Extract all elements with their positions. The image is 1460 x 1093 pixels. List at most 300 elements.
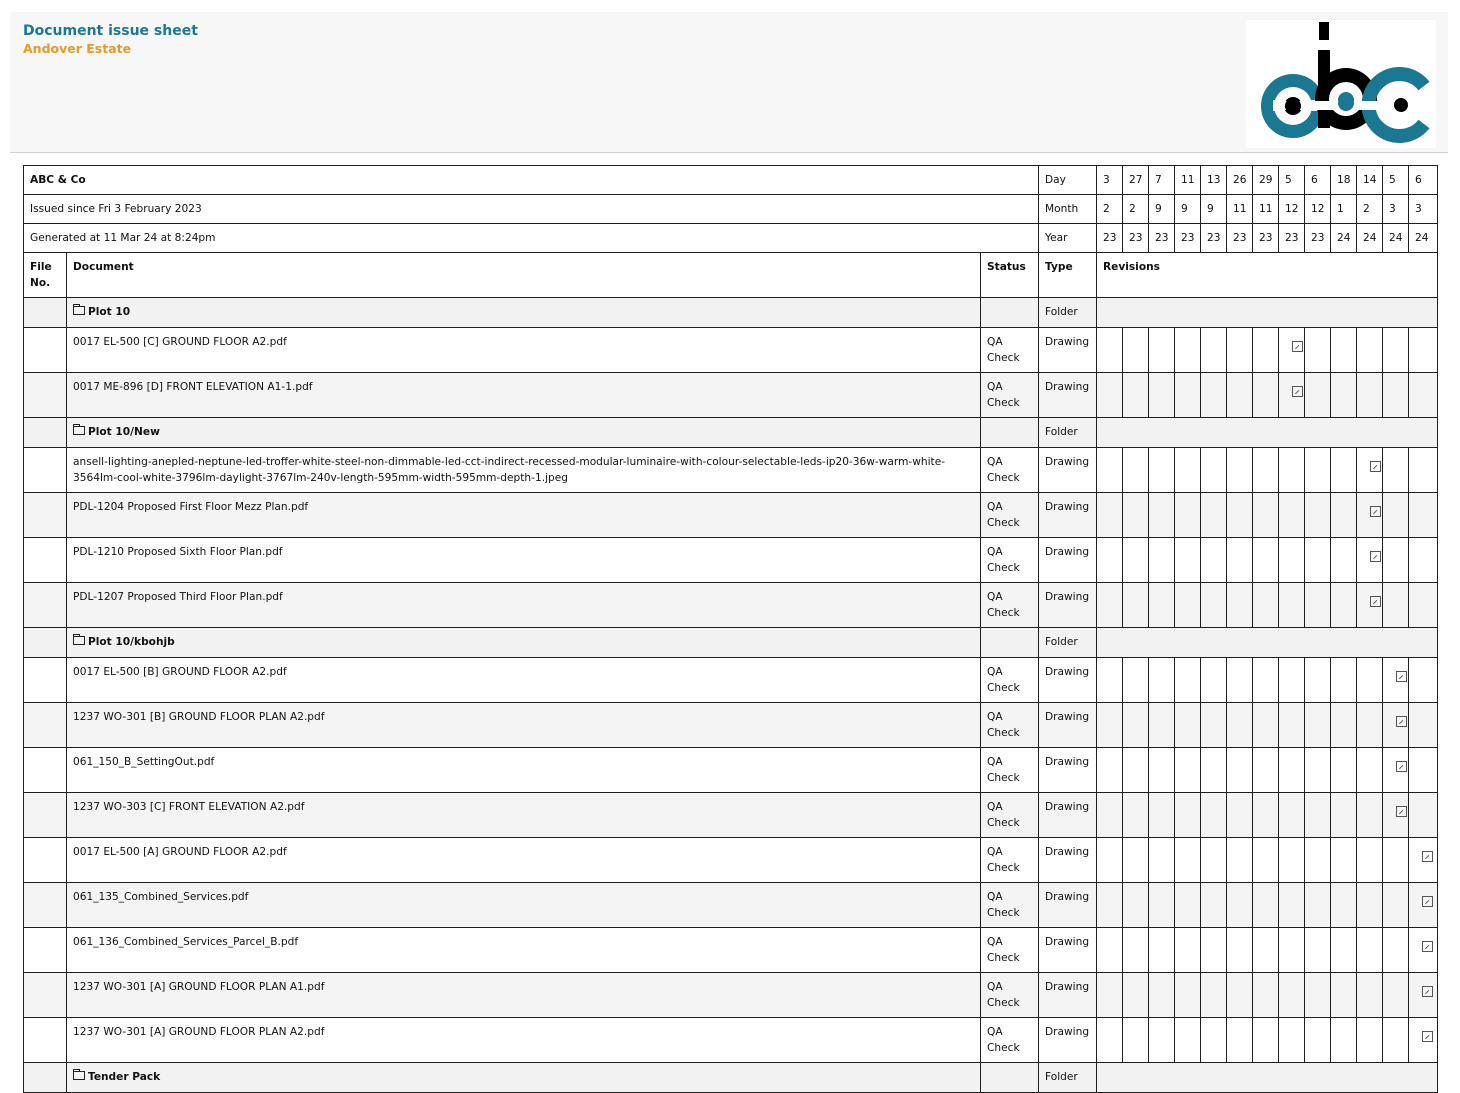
year-cell: 23 [1305,224,1331,253]
company-logo [1246,20,1436,148]
document-name[interactable]: 0017 EL-500 [C] GROUND FLOOR A2.pdf [67,328,981,373]
file-no-cell [24,328,67,373]
revision-cell [1279,748,1305,793]
revision-cell [1305,448,1331,493]
revision-cell [1279,538,1305,583]
revision-cell [1253,748,1279,793]
type-cell: Drawing [1039,658,1097,703]
revision-cell [1383,538,1409,583]
folder-row [24,298,1438,328]
revision-cell [1331,748,1357,793]
issued-check-icon [1370,506,1381,517]
year-cell: 24 [1409,224,1438,253]
revision-cell [1097,328,1123,373]
type-cell: Folder [1039,298,1097,328]
year-cell: 23 [1123,224,1149,253]
revision-cell[interactable] [1409,838,1438,883]
year-cell: 23 [1279,224,1305,253]
revision-cell [1201,793,1227,838]
revision-cell [1253,493,1279,538]
folder-row [24,418,1438,448]
type-cell: Drawing [1039,538,1097,583]
folder-name: Plot 10/kbohjb [88,636,175,648]
revision-cell [1227,328,1253,373]
revision-cell [1149,973,1175,1018]
revision-cell [1253,583,1279,628]
revision-cell [1279,793,1305,838]
revision-cell [1305,373,1331,418]
type-header: Type [1039,253,1097,298]
type-cell: Folder [1039,418,1097,448]
document-issue-table [23,165,1438,1093]
revision-cell [1097,538,1123,583]
revision-cell [1227,703,1253,748]
revision-cell [1227,928,1253,973]
revision-cell [1149,883,1175,928]
status-cell: QA Check [981,658,1039,703]
revision-cell[interactable] [1409,973,1438,1018]
revision-cell [1149,583,1175,628]
folder-name-cell[interactable] [67,628,981,658]
revision-cell [1357,838,1383,883]
revision-cell [1123,973,1149,1018]
revision-cell [1175,493,1201,538]
day-cell: 27 [1123,166,1149,195]
revision-cell [1409,328,1438,373]
revision-cell [1305,793,1331,838]
revision-cell [1383,838,1409,883]
folder-name: Plot 10/New [88,426,160,438]
revision-cell [1331,493,1357,538]
status-cell: QA Check [981,493,1039,538]
revision-cell [1253,838,1279,883]
revision-cell [1149,448,1175,493]
revision-cell [1331,838,1357,883]
folder-icon [73,306,85,315]
document-name[interactable]: 061_136_Combined_Services_Parcel_B.pdf [67,928,981,973]
revision-cell [1279,493,1305,538]
revision-cell [1305,703,1331,748]
type-cell: Drawing [1039,928,1097,973]
month-cell: 9 [1149,195,1175,224]
folder-name-cell[interactable] [67,1063,981,1093]
revision-cell [1331,883,1357,928]
revisions-cell [1097,298,1438,328]
revision-cell [1305,838,1331,883]
revision-cell [1175,448,1201,493]
revision-cell [1227,373,1253,418]
document-name[interactable]: 0017 EL-500 [B] GROUND FLOOR A2.pdf [67,658,981,703]
revision-cell[interactable] [1357,538,1383,583]
folder-name-cell[interactable] [67,298,981,328]
file-no-cell [24,298,67,328]
document-row [24,538,1438,583]
revision-cell [1201,748,1227,793]
document-name[interactable]: 061_150_B_SettingOut.pdf [67,748,981,793]
revision-cell[interactable] [1279,373,1305,418]
file-no-cell [24,1018,67,1063]
revision-cell[interactable] [1383,703,1409,748]
document-name[interactable]: 061_135_Combined_Services.pdf [67,883,981,928]
issued-check-icon [1422,941,1433,952]
revision-cell [1383,448,1409,493]
revision-cell [1227,538,1253,583]
issued-check-icon [1422,986,1433,997]
meta-row-issued [24,195,1438,224]
revision-cell [1357,1018,1383,1063]
revision-cell[interactable] [1409,883,1438,928]
company-name: ABC & Co [24,166,1039,195]
revision-cell [1149,793,1175,838]
revision-cell [1149,928,1175,973]
status-cell [981,418,1039,448]
folder-row [24,628,1438,658]
revision-cell [1279,928,1305,973]
folder-name: Tender Pack [88,1071,161,1083]
revision-cell[interactable] [1409,1018,1438,1063]
type-cell: Drawing [1039,493,1097,538]
revision-cell [1409,373,1438,418]
revision-cell [1175,583,1201,628]
revision-cell [1409,493,1438,538]
revision-cell[interactable] [1383,793,1409,838]
folder-icon [73,426,85,435]
status-cell [981,1063,1039,1093]
revision-cell [1175,703,1201,748]
month-cell: 11 [1253,195,1279,224]
day-cell: 6 [1409,166,1438,195]
revision-cell [1305,493,1331,538]
revision-cell [1201,928,1227,973]
document-name[interactable]: 0017 ME-896 [D] FRONT ELEVATION A1-1.pdf [67,373,981,418]
document-row [24,973,1438,1018]
folder-icon [73,636,85,645]
status-cell [981,628,1039,658]
revision-cell [1253,973,1279,1018]
revision-cell[interactable] [1409,928,1438,973]
revision-cell [1253,793,1279,838]
file-no-cell [24,448,67,493]
month-label: Month [1039,195,1097,224]
file-no-cell [24,928,67,973]
revision-cell [1409,748,1438,793]
status-cell: QA Check [981,373,1039,418]
revision-cell [1149,838,1175,883]
revision-cell [1201,883,1227,928]
revision-cell [1175,748,1201,793]
type-cell: Drawing [1039,583,1097,628]
document-name[interactable]: ansell-lighting-anepled-neptune-led-troffer-white-steel-non-dimmable-led-cct-indirect-recessed-modular-luminaire-with-colour-selectable-leds-ip20-36w-warm-white-3564lm-cool-white-3796lm-daylight-3767lm-240v-length-595mm-width-595mm-depth-1.jpeg [67,448,981,493]
revision-cell [1305,658,1331,703]
file-no-cell [24,748,67,793]
file-no-cell [24,703,67,748]
day-cell: 11 [1175,166,1201,195]
file-no-cell [24,418,67,448]
file-no-cell [24,628,67,658]
revision-cell[interactable] [1357,583,1383,628]
revision-cell [1175,373,1201,418]
revision-cell [1331,1018,1357,1063]
document-row [24,448,1438,493]
status-cell: QA Check [981,928,1039,973]
file-no-cell [24,973,67,1018]
revision-cell [1357,703,1383,748]
revision-cell [1123,793,1149,838]
revision-cell [1097,583,1123,628]
revision-cell [1279,883,1305,928]
revision-cell [1097,928,1123,973]
revision-cell [1357,793,1383,838]
revision-cell [1383,373,1409,418]
revision-cell [1279,448,1305,493]
year-cell: 23 [1149,224,1175,253]
revision-cell [1383,583,1409,628]
document-row [24,793,1438,838]
revision-cell [1175,1018,1201,1063]
type-cell: Drawing [1039,373,1097,418]
year-cell: 23 [1201,224,1227,253]
status-cell: QA Check [981,883,1039,928]
revision-cell [1253,1018,1279,1063]
issued-check-icon [1396,716,1407,727]
revision-cell [1409,583,1438,628]
revision-cell [1279,838,1305,883]
revision-cell [1201,583,1227,628]
revision-cell[interactable] [1279,328,1305,373]
type-cell: Drawing [1039,883,1097,928]
revision-cell [1253,328,1279,373]
type-cell: Drawing [1039,703,1097,748]
revision-cell [1383,928,1409,973]
revision-cell [1123,328,1149,373]
revision-cell [1175,658,1201,703]
revision-cell [1227,748,1253,793]
revision-cell [1149,658,1175,703]
document-row [24,883,1438,928]
status-cell: QA Check [981,703,1039,748]
revision-cell [1227,838,1253,883]
file-no-cell [24,583,67,628]
revision-cell [1331,658,1357,703]
revision-cell [1201,1018,1227,1063]
revision-cell [1331,328,1357,373]
revision-cell [1305,973,1331,1018]
folder-icon [73,1071,85,1080]
revision-cell [1253,448,1279,493]
file-no-cell [24,538,67,583]
revision-cell [1123,1018,1149,1063]
revision-cell [1227,583,1253,628]
revision-cell [1097,748,1123,793]
revision-cell [1097,838,1123,883]
status-header: Status [981,253,1039,298]
revision-cell [1383,883,1409,928]
status-cell: QA Check [981,1018,1039,1063]
document-name[interactable]: 1237 WO-303 [C] FRONT ELEVATION A2.pdf [67,793,981,838]
revision-cell [1409,658,1438,703]
revision-cell [1097,373,1123,418]
day-label: Day [1039,166,1097,195]
revision-cell [1253,928,1279,973]
revision-cell [1097,1018,1123,1063]
revision-cell[interactable] [1357,448,1383,493]
revision-cell [1357,973,1383,1018]
document-name[interactable]: PDL-1204 Proposed First Floor Mezz Plan.pdf [67,493,981,538]
issued-check-icon [1370,551,1381,562]
revision-cell [1305,883,1331,928]
year-cell: 23 [1227,224,1253,253]
revision-cell [1331,448,1357,493]
document-row [24,373,1438,418]
revision-cell [1253,373,1279,418]
revision-cell [1175,328,1201,373]
folder-name-cell[interactable] [67,418,981,448]
document-header: Document [67,253,981,298]
month-cell: 3 [1409,195,1438,224]
project-name: Andover Estate [23,41,132,56]
generated-at: Generated at 11 Mar 24 at 8:24pm [24,224,1039,253]
revision-cell [1097,448,1123,493]
revision-cell [1305,1018,1331,1063]
revision-cell [1201,493,1227,538]
type-cell: Drawing [1039,793,1097,838]
file-no-cell [24,793,67,838]
issued-check-icon [1370,461,1381,472]
revision-cell [1253,538,1279,583]
revision-cell [1097,793,1123,838]
year-label: Year [1039,224,1097,253]
revision-cell [1149,748,1175,793]
revision-cell [1331,583,1357,628]
revision-cell [1097,493,1123,538]
revision-cell [1201,448,1227,493]
document-name[interactable]: PDL-1210 Proposed Sixth Floor Plan.pdf [67,538,981,583]
revision-cell [1123,448,1149,493]
document-name[interactable]: 1237 WO-301 [A] GROUND FLOOR PLAN A1.pdf [67,973,981,1018]
revision-cell [1201,658,1227,703]
revision-cell [1175,883,1201,928]
revision-cell [1279,658,1305,703]
issued-check-icon [1370,596,1381,607]
revision-cell [1227,1018,1253,1063]
day-cell: 13 [1201,166,1227,195]
document-row [24,748,1438,793]
status-cell [981,298,1039,328]
revision-cell [1149,1018,1175,1063]
revision-cell[interactable] [1383,748,1409,793]
revision-cell [1409,448,1438,493]
revision-cell [1123,538,1149,583]
revision-cell [1357,658,1383,703]
document-row [24,928,1438,973]
revision-cell [1201,973,1227,1018]
issued-check-icon [1396,671,1407,682]
file-no-cell [24,1063,67,1093]
revision-cell [1331,703,1357,748]
revision-cell [1201,838,1227,883]
abc-logo-icon [1246,20,1436,148]
issued-check-icon [1422,851,1433,862]
document-row [24,1018,1438,1063]
document-name[interactable]: 1237 WO-301 [A] GROUND FLOOR PLAN A2.pdf [67,1018,981,1063]
revision-cell [1331,793,1357,838]
year-cell: 23 [1175,224,1201,253]
revision-cell [1175,928,1201,973]
month-cell: 12 [1279,195,1305,224]
revision-cell[interactable] [1357,493,1383,538]
year-cell: 23 [1253,224,1279,253]
revision-cell [1227,973,1253,1018]
status-cell: QA Check [981,448,1039,493]
status-cell: QA Check [981,838,1039,883]
revision-cell [1175,793,1201,838]
revision-cell [1227,658,1253,703]
revision-cell [1279,583,1305,628]
revision-cell [1253,658,1279,703]
status-cell: QA Check [981,793,1039,838]
revision-cell [1097,973,1123,1018]
revision-cell [1123,703,1149,748]
revision-cell [1123,583,1149,628]
revision-cell [1227,883,1253,928]
revision-cell[interactable] [1383,658,1409,703]
revision-cell [1357,373,1383,418]
month-cell: 9 [1175,195,1201,224]
revision-cell [1123,748,1149,793]
day-cell: 5 [1279,166,1305,195]
revision-cell [1331,928,1357,973]
type-cell: Drawing [1039,1018,1097,1063]
day-cell: 14 [1357,166,1383,195]
month-cell: 12 [1305,195,1331,224]
month-cell: 9 [1201,195,1227,224]
folder-row [24,1063,1438,1093]
page-header [10,12,1448,153]
revision-cell [1409,703,1438,748]
month-cell: 2 [1123,195,1149,224]
revision-cell [1123,928,1149,973]
revision-cell [1383,1018,1409,1063]
revision-cell [1201,538,1227,583]
document-name[interactable]: 0017 EL-500 [A] GROUND FLOOR A2.pdf [67,838,981,883]
document-row [24,493,1438,538]
revision-cell [1123,838,1149,883]
month-cell: 2 [1097,195,1123,224]
revision-cell [1227,793,1253,838]
revisions-cell [1097,1063,1438,1093]
revision-cell [1331,538,1357,583]
month-cell: 11 [1227,195,1253,224]
file-no-header: File No. [24,253,67,298]
document-row [24,703,1438,748]
issued-check-icon [1422,1031,1433,1042]
file-no-cell [24,493,67,538]
revision-cell [1409,538,1438,583]
document-row [24,328,1438,373]
revision-cell [1097,703,1123,748]
revision-cell [1123,883,1149,928]
day-cell: 29 [1253,166,1279,195]
issued-check-icon [1422,896,1433,907]
document-name[interactable]: PDL-1207 Proposed Third Floor Plan.pdf [67,583,981,628]
day-cell: 26 [1227,166,1253,195]
file-no-cell [24,373,67,418]
revision-cell [1253,883,1279,928]
document-name[interactable]: 1237 WO-301 [B] GROUND FLOOR PLAN A2.pdf [67,703,981,748]
month-cell: 1 [1331,195,1357,224]
day-cell: 7 [1149,166,1175,195]
type-cell: Folder [1039,1063,1097,1093]
